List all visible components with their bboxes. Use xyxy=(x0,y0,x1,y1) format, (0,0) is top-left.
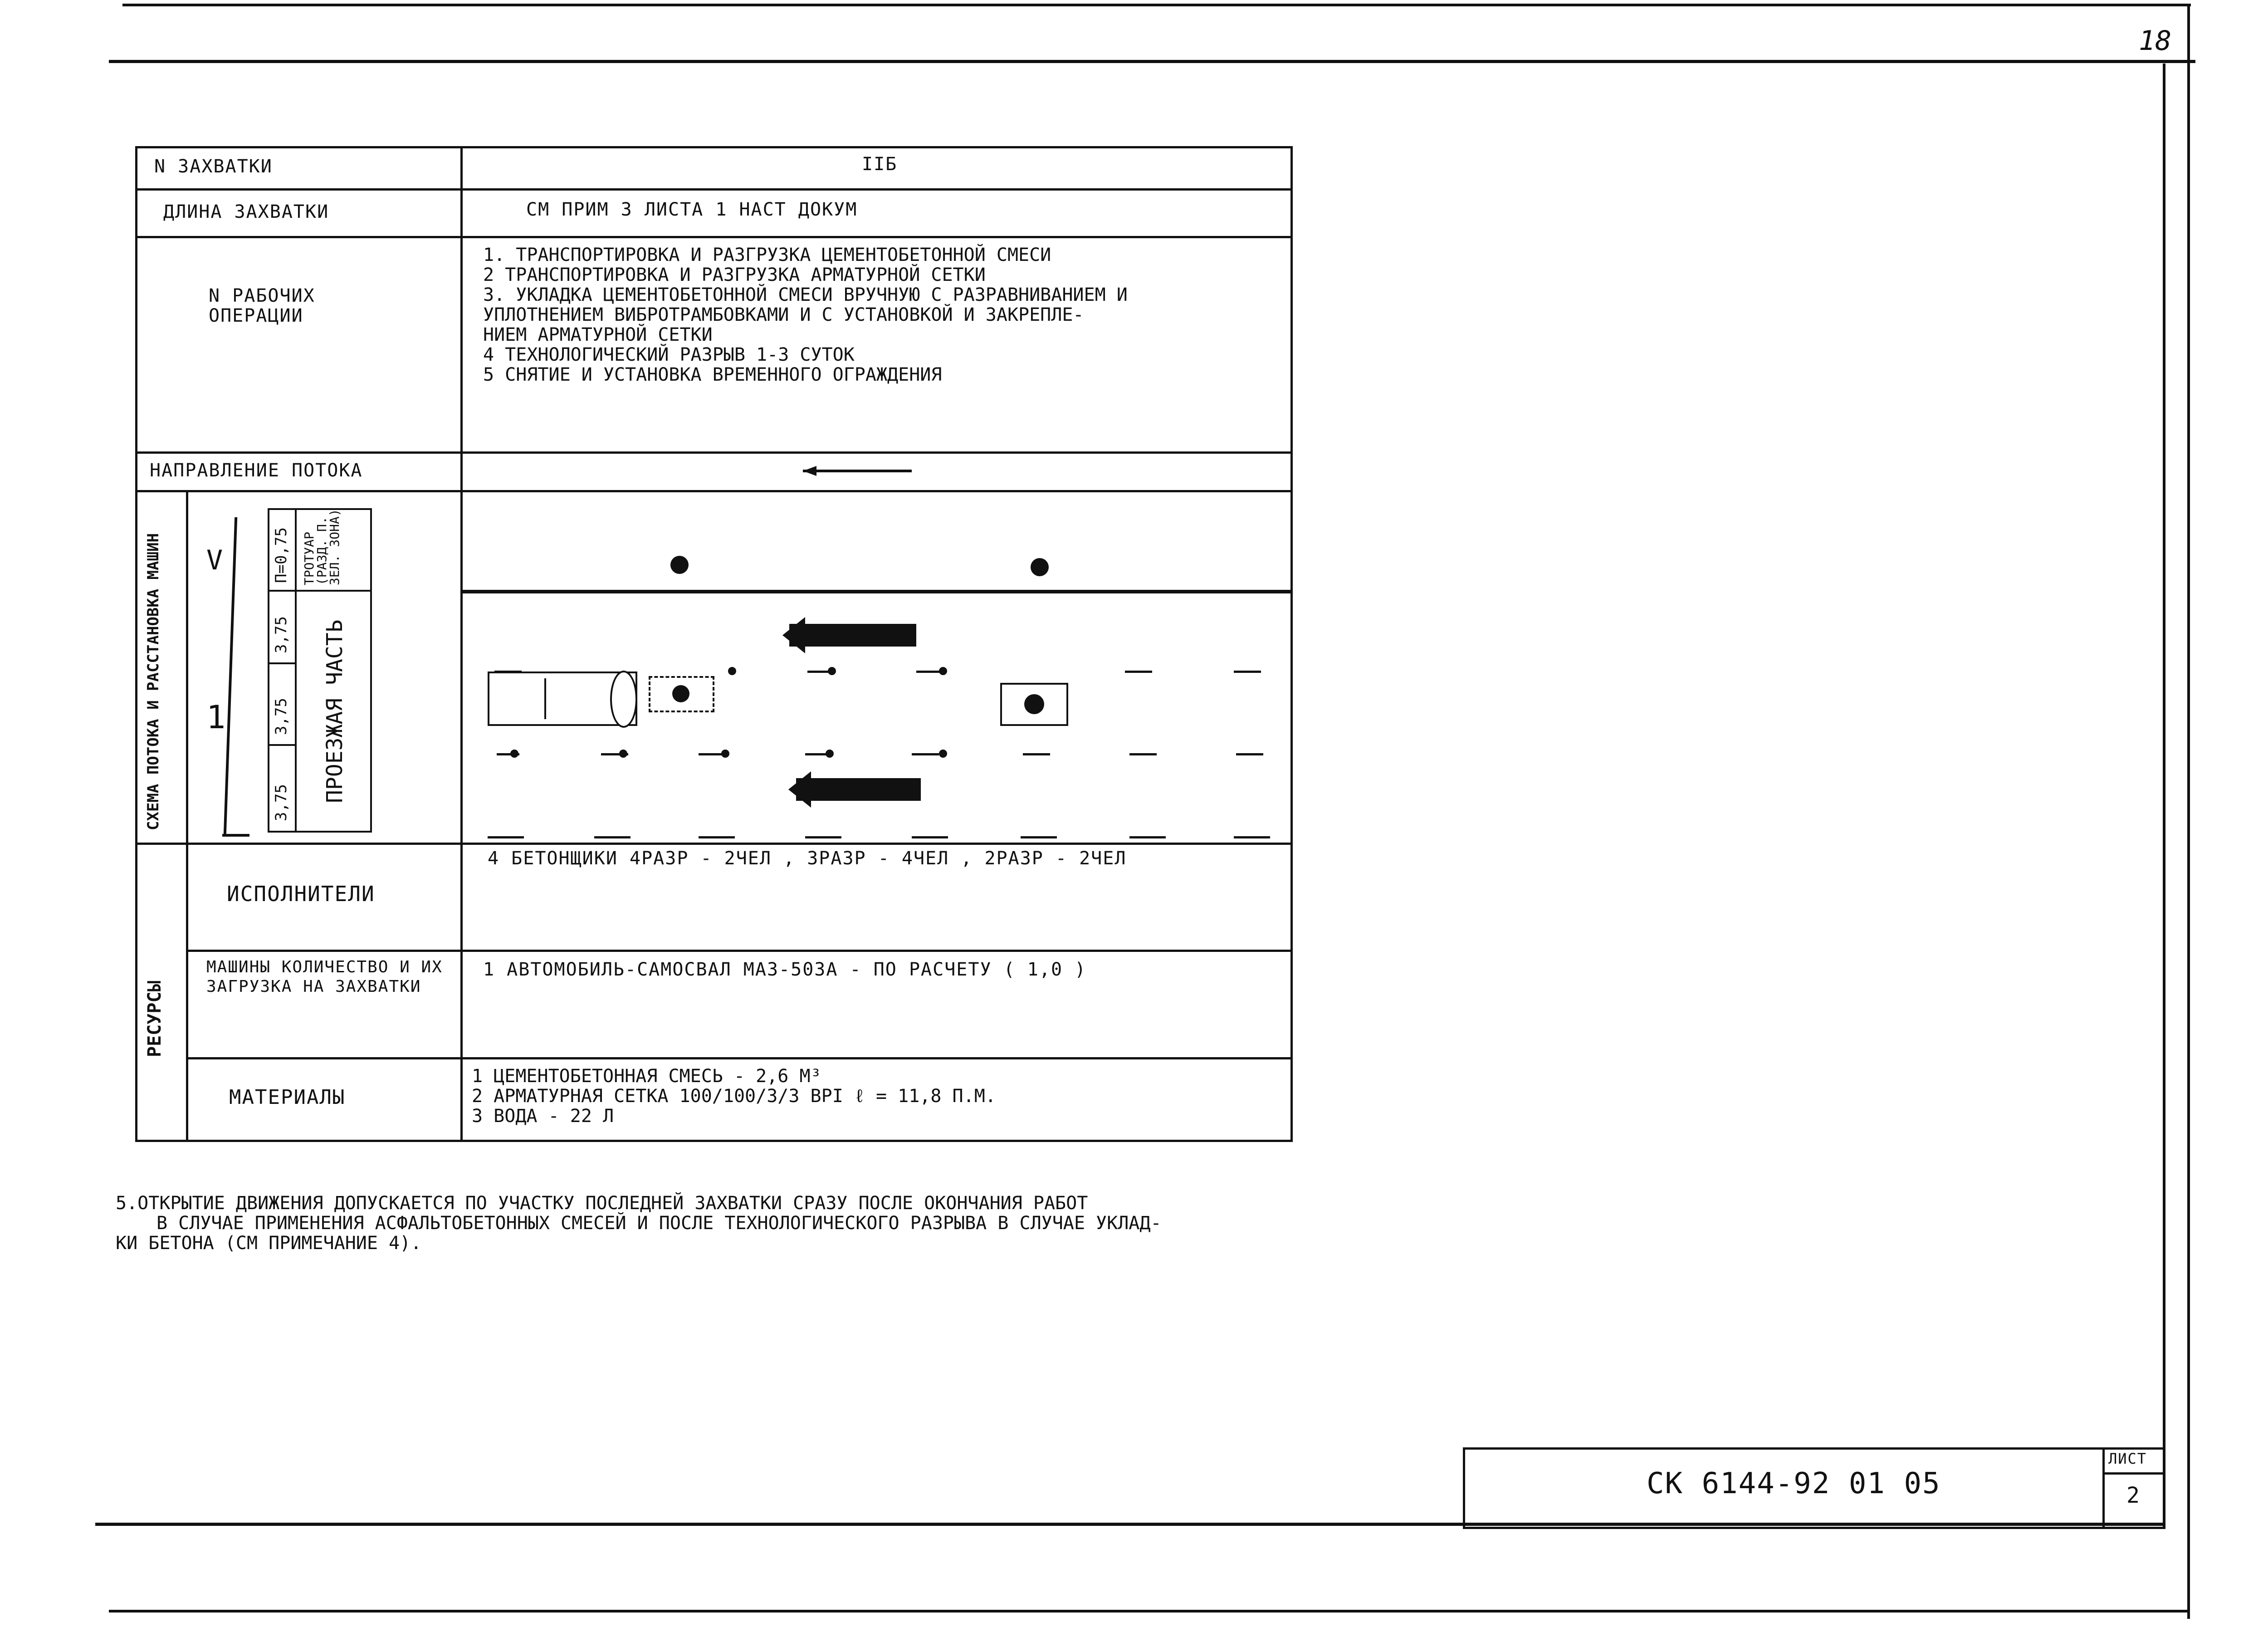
lane-dash xyxy=(1125,671,1152,673)
lane-dot xyxy=(828,667,836,675)
materials-list xyxy=(472,1066,996,1126)
dimension-2: 3,75 xyxy=(272,698,290,735)
material-line: 2 АРМАТУРНАЯ СЕТКА 100/100/3/3 ВРI ℓ = 11,8 П.М. xyxy=(472,1086,996,1107)
operation-line: 4 ТЕХНОЛОГИЧЕСКИЙ РАЗРЫВ 1-3 СУТОК xyxy=(483,344,855,365)
dimension-3: 3,75 xyxy=(272,784,290,821)
materials-label: МАТЕРИАЛЫ xyxy=(229,1086,346,1109)
dimension-0: П=0,75 xyxy=(272,527,290,583)
operations-list xyxy=(483,245,1128,385)
dim-sep-3 xyxy=(268,744,297,746)
zakhvatka-no-label: N ЗАХВАТКИ xyxy=(154,156,273,177)
lane-dash xyxy=(494,671,522,673)
sheet-label: ЛИСТ xyxy=(2108,1450,2147,1467)
row-line-4 xyxy=(135,490,1293,492)
curb-line xyxy=(460,590,1293,593)
section-base-line xyxy=(222,834,249,837)
flow-direction-arrowhead-icon xyxy=(803,466,816,476)
lane-dash xyxy=(1023,753,1050,755)
edge-dash xyxy=(594,836,631,838)
frame-right-line-inner xyxy=(2163,64,2165,1529)
operation-line: 1. ТРАНСПОРТИРОВКА И РАЗГРУЗКА ЦЕМЕНТОБЕТОННОЙ СМЕСИ xyxy=(483,245,1051,265)
machines-label: МАШИНЫ КОЛИЧЕСТВО И ИХ ЗАГРУЗКА НА ЗАХВАТКИ xyxy=(206,958,443,996)
row-line-2 xyxy=(135,236,1293,238)
frame-bottom-line-outer xyxy=(109,1610,2190,1613)
lane-dot xyxy=(619,750,627,758)
lane-dot xyxy=(510,750,518,758)
lane-dash xyxy=(912,753,939,755)
arrow-left-icon xyxy=(796,778,921,801)
row-line-6 xyxy=(186,950,1293,952)
dimension-divider xyxy=(295,508,297,833)
marker-1: 1 xyxy=(206,699,226,736)
edge-dash xyxy=(1129,836,1166,838)
machines-value: 1 АВТОМОБИЛЬ-САМОСВАЛ МАЗ-503А - ПО РАСЧЕТУ ( 1,0 ) xyxy=(483,959,1087,980)
frame-right-line-outer xyxy=(2187,4,2190,1619)
lane-dot xyxy=(721,750,729,758)
edge-dash xyxy=(699,836,735,838)
truck-dot xyxy=(672,685,689,702)
flow-direction-arrow-icon xyxy=(803,470,912,472)
arrow-left-icon xyxy=(789,624,916,647)
lamp-post-dot xyxy=(1031,558,1049,576)
length-label: ДЛИНА ЗАХВАТКИ xyxy=(163,201,329,222)
operation-line: УПЛОТНЕНИЕМ ВИБРОТРАМБОВКАМИ И С УСТАНОВКОЙ И ЗАКРЕПЛЕ- xyxy=(483,304,1084,325)
row-line-5 xyxy=(135,843,1293,845)
sidewalk-label: ТРОТУАР (РАЗД. П. ЗЕЛ. ЗОНА) xyxy=(302,509,342,585)
note-line: В СЛУЧАЕ ПРИМЕНЕНИЯ АСФАЛЬТОБЕТОННЫХ СМЕСЕЙ И ПОСЛЕ ТЕХНОЛОГИЧЕСКОГО РАЗРЫВА В СЛУЧАЕ УКЛАД- xyxy=(156,1213,1162,1234)
sheet-number: 2 xyxy=(2126,1483,2141,1508)
note-line: КИ БЕТОНА (СМ ПРИМЕЧАНИЕ 4). xyxy=(116,1233,422,1254)
sheet-box-divider xyxy=(2102,1472,2165,1475)
lane-dash xyxy=(1234,671,1261,673)
lane-dash xyxy=(1129,753,1157,755)
roadway-label: ПРОЕЗЖАЯ ЧАСТЬ xyxy=(322,619,347,803)
operation-line: 3. УКЛАДКА ЦЕМЕНТОБЕТОННОЙ СМЕСИ ВРУЧНУЮ С РАЗРАВНИВАНИЕМ И xyxy=(483,284,1128,305)
material-line: 3 ВОДА - 22 Л xyxy=(472,1106,614,1127)
lamp-post-dot xyxy=(670,556,689,574)
document-code: СК 6144-92 01 05 xyxy=(1647,1467,1941,1500)
workers-label: ИСПОЛНИТЕЛИ xyxy=(227,882,375,906)
truck-cab-icon xyxy=(610,671,637,728)
frame-top-line xyxy=(122,4,2191,6)
resources-label: РЕСУРСЫ xyxy=(144,980,165,1057)
dim-sep-1 xyxy=(268,590,372,592)
workers-value: 4 БЕТОНЩИКИ 4РАЗР - 2ЧЕЛ , 3РАЗР - 4ЧЕЛ , 2РАЗР - 2ЧЕЛ xyxy=(488,848,1127,869)
truck-inner-line xyxy=(544,678,546,719)
lane-dot xyxy=(826,750,834,758)
arrow-left-head-icon xyxy=(782,617,805,653)
scheme-column-divider xyxy=(186,490,188,843)
scheme-label: СХЕМА ПОТОКА И РАССТАНОВКА МАШИН xyxy=(144,533,162,830)
page-number: 18 xyxy=(2139,25,2172,57)
flow-direction-label: НАПРАВЛЕНИЕ ПОТОКА xyxy=(150,460,363,481)
lane-dot xyxy=(939,750,947,758)
dimension-1: 3,75 xyxy=(272,616,290,653)
row-line-7 xyxy=(186,1057,1293,1059)
lane-dot xyxy=(728,667,736,675)
row-line-1 xyxy=(135,188,1293,191)
note-text xyxy=(116,1193,1162,1253)
length-value: СМ ПРИМ 3 ЛИСТА 1 НАСТ ДОКУМ xyxy=(526,199,858,220)
frame-title-line xyxy=(109,60,2195,63)
zakhvatka-no-value: IIБ xyxy=(862,154,898,175)
roller-dot xyxy=(1024,694,1044,714)
edge-dash xyxy=(912,836,948,838)
lane-dash xyxy=(1236,753,1263,755)
table-column-divider xyxy=(460,146,463,1142)
resources-column-divider xyxy=(186,843,188,1142)
arrow-left-head-icon xyxy=(788,771,811,808)
edge-dash xyxy=(1021,836,1057,838)
operations-label: N РАБОЧИХ ОПЕРАЦИИ xyxy=(209,285,315,326)
material-line: 1 ЦЕМЕНТОБЕТОННАЯ СМЕСЬ - 2,6 М³ xyxy=(472,1066,821,1087)
note-line: 5.ОТКРЫТИЕ ДВИЖЕНИЯ ДОПУСКАЕТСЯ ПО УЧАСТКУ ПОСЛЕДНЕЙ ЗАХВАТКИ СРАЗУ ПОСЛЕ ОКОНЧАНИЯ РАБОТ xyxy=(116,1193,1088,1214)
row-line-3 xyxy=(135,451,1293,454)
dim-sep-2 xyxy=(268,662,297,664)
edge-dash xyxy=(805,836,841,838)
operation-line: 2 ТРАНСПОРТИРОВКА И РАЗГРУЗКА АРМАТУРНОЙ СЕТКИ xyxy=(483,265,986,285)
marker-v: V xyxy=(206,544,223,576)
edge-dash xyxy=(488,836,524,838)
lane-dot xyxy=(939,667,947,675)
operation-line: 5 СНЯТИЕ И УСТАНОВКА ВРЕМЕННОГО ОГРАЖДЕНИЯ xyxy=(483,364,942,385)
edge-dash xyxy=(1234,836,1270,838)
operation-line: НИЕМ АРМАТУРНОЙ СЕТКИ xyxy=(483,324,713,345)
